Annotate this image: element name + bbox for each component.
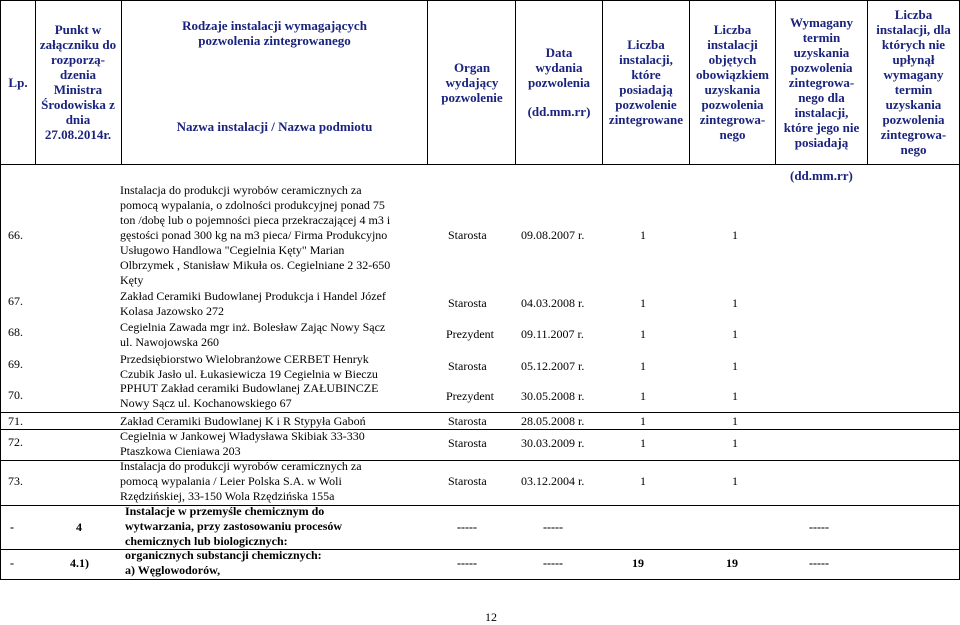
row-objete: 1 (732, 436, 738, 450)
header-organ: Organ wydający pozwolenie (429, 0, 516, 164)
row-posiadajace: 1 (640, 389, 646, 403)
section-lp: - (10, 556, 14, 570)
row-organ: Starosta (448, 436, 487, 450)
header-rodzaje (122, 0, 428, 164)
row-lp: 68. (8, 325, 23, 339)
row-name-line: Cegielnia w Jankowej Władysława Skibiak 33-330 (120, 429, 365, 443)
row-objete: 1 (732, 359, 738, 373)
section-organ: ----- (457, 520, 477, 534)
header-lp: Lp. (0, 0, 36, 164)
row-name-line: Kęty (120, 273, 144, 287)
row-data: 05.12.2007 r. (521, 359, 585, 373)
page-number: 12 (485, 610, 497, 624)
row-objete: 1 (732, 389, 738, 403)
row-posiadajace: 1 (640, 228, 646, 242)
row-organ: Prezydent (446, 389, 494, 403)
row-name-line: Kolasa Jazowsko 272 (120, 304, 224, 318)
header-rodzaje-title: Rodzaje instalacji wymagających pozwolenia zintegrowanego (182, 18, 367, 48)
row-name-line: Usługowo Handlowa "Cegielnia Kęty" Marian (120, 243, 345, 257)
row-name-line: Cegielnia Zawada mgr inż. Bolesław Zając Nowy Sącz (120, 320, 386, 334)
row-organ: Starosta (448, 414, 487, 428)
header-wymagany-format: (dd.mm.rr) (790, 168, 853, 183)
row-name-line: pomocą wypalania, o zdolności produkcyjnej ponad 75 (120, 198, 385, 212)
section-punkt: 4.1) (70, 556, 89, 570)
header-liczba-objetych: Liczba instalacji objętych obowiązkiem uzyskania pozwolenia zintegrowa- nego (690, 0, 776, 164)
section-data: ----- (543, 520, 563, 534)
section-posiadajace: 19 (632, 556, 644, 570)
row-name-line: ul. Nawojowska 260 (120, 335, 219, 349)
row-posiadajace: 1 (640, 414, 646, 428)
section-organ: ----- (457, 556, 477, 570)
row-name-line: Zakład Ceramiki Budowlanej K i R Stypyła Gaboń (120, 414, 366, 428)
row-data: 09.11.2007 r. (521, 327, 584, 341)
row-posiadajace: 1 (640, 296, 646, 310)
row-posiadajace: 1 (640, 474, 646, 488)
row-posiadajace: 1 (640, 359, 646, 373)
section-title-line: organicznych substancji chemicznych: (125, 548, 322, 562)
row-posiadajace: 1 (640, 327, 646, 341)
row-name-line: PPHUT Zakład ceramiki Budowlanej ZAŁUBINCZE (120, 381, 379, 395)
row-name-line: Ptaszkowa Cieniawa 203 (120, 444, 241, 458)
row-data: 03.12.2004 r. (521, 474, 585, 488)
header-liczba-uplynal: Liczba instalacji, dla których nie upłynął wymagany termin uzyskania pozwolenia zintegrowa- nego (868, 0, 960, 164)
row-name-line: gęstości ponad 300 kg na m3 pieca/ Firma Produkcyjno (120, 228, 388, 242)
row-name-line: Olbrzymek , Stanisław Mikuła os. Cegielniane 2 32-650 (120, 258, 391, 272)
row-lp: 71. (8, 414, 23, 428)
row-posiadajace: 1 (640, 436, 646, 450)
row-objete: 1 (732, 474, 738, 488)
section-lp: - (10, 520, 14, 534)
row-lp: 72. (8, 435, 23, 449)
row-lp: 73. (8, 474, 23, 488)
section-data: ----- (543, 556, 563, 570)
row-organ: Starosta (448, 296, 487, 310)
row-data: 04.03.2008 r. (521, 296, 585, 310)
row-lp: 66. (8, 228, 23, 242)
row-objete: 1 (732, 228, 738, 242)
section-title-line: a) Węglowodorów, (125, 563, 221, 577)
row-name-line: pomocą wypalania / Leier Polska S.A. w Woli (120, 474, 342, 488)
row-name-line: Zakład Ceramiki Budowlanej Produkcja i Handel Józef (120, 289, 386, 303)
section-title-line: chemicznych lub biologicznych: (125, 534, 288, 548)
row-lp: 69. (8, 357, 23, 371)
row-data: 09.08.2007 r. (521, 228, 585, 242)
header-liczba-posiadajacych: Liczba instalacji, które posiadają pozwolenie zintegrowane (603, 0, 690, 164)
row-name-line: ton /dobę lub o pojemności pieca przekraczającej 4 m3 i (120, 213, 391, 227)
header-nazwa: Nazwa instalacji / Nazwa podmiotu (176, 119, 373, 134)
section-termin: ----- (809, 556, 829, 570)
header-data-format: (dd.mm.rr) (527, 104, 591, 119)
row-organ: Prezydent (446, 327, 494, 341)
section-title-line: Instalacje w przemyśle chemicznym do (125, 504, 325, 518)
row-objete: 1 (732, 296, 738, 310)
row-data: 30.03.2009 r. (521, 436, 585, 450)
header-punkt: Punkt w załączniku do rozporzą- dzenia Ministra Środowiska z dnia 27.08.2014r. (35, 0, 122, 164)
header-wymagany-termin: Wymagany termin uzyskania pozwolenia zintegrowa- nego dla instalacji, które jego nie posiadają (776, 0, 868, 164)
section-termin: ----- (809, 520, 829, 534)
row-data: 28.05.2008 r. (521, 414, 585, 428)
section-punkt: 4 (76, 520, 82, 534)
row-name-line: Czubik Jasło ul. Łukasiewicza 19 Cegielnia w Bieczu (120, 367, 378, 381)
section-title-line: wytwarzania, przy zastosowaniu procesów (125, 519, 343, 533)
row-lp: 70. (8, 388, 23, 402)
row-name-line: Nowy Sącz ul. Kochanowskiego 67 (120, 396, 292, 410)
row-objete: 1 (732, 414, 738, 428)
row-organ: Starosta (448, 359, 487, 373)
row-objete: 1 (732, 327, 738, 341)
section-objete: 19 (726, 556, 738, 570)
row-name-line: Instalacja do produkcji wyrobów ceramicznych za (120, 183, 362, 197)
table-header (0, 0, 960, 164)
row-organ: Starosta (448, 474, 487, 488)
row-lp: 67. (8, 294, 23, 308)
row-name-line: Instalacja do produkcji wyrobów ceramicznych za (120, 459, 362, 473)
row-data: 30.05.2008 r. (521, 389, 585, 403)
row-name-line: Rzędzińskiej, 33-150 Wola Rzędzińska 155a (120, 489, 335, 503)
row-name-line: Przedsiębiorstwo Wielobranżowe CERBET Henryk (120, 352, 369, 366)
header-data: Data wydania pozwolenia (dd.mm.rr) (516, 0, 603, 164)
row-organ: Starosta (448, 228, 487, 242)
